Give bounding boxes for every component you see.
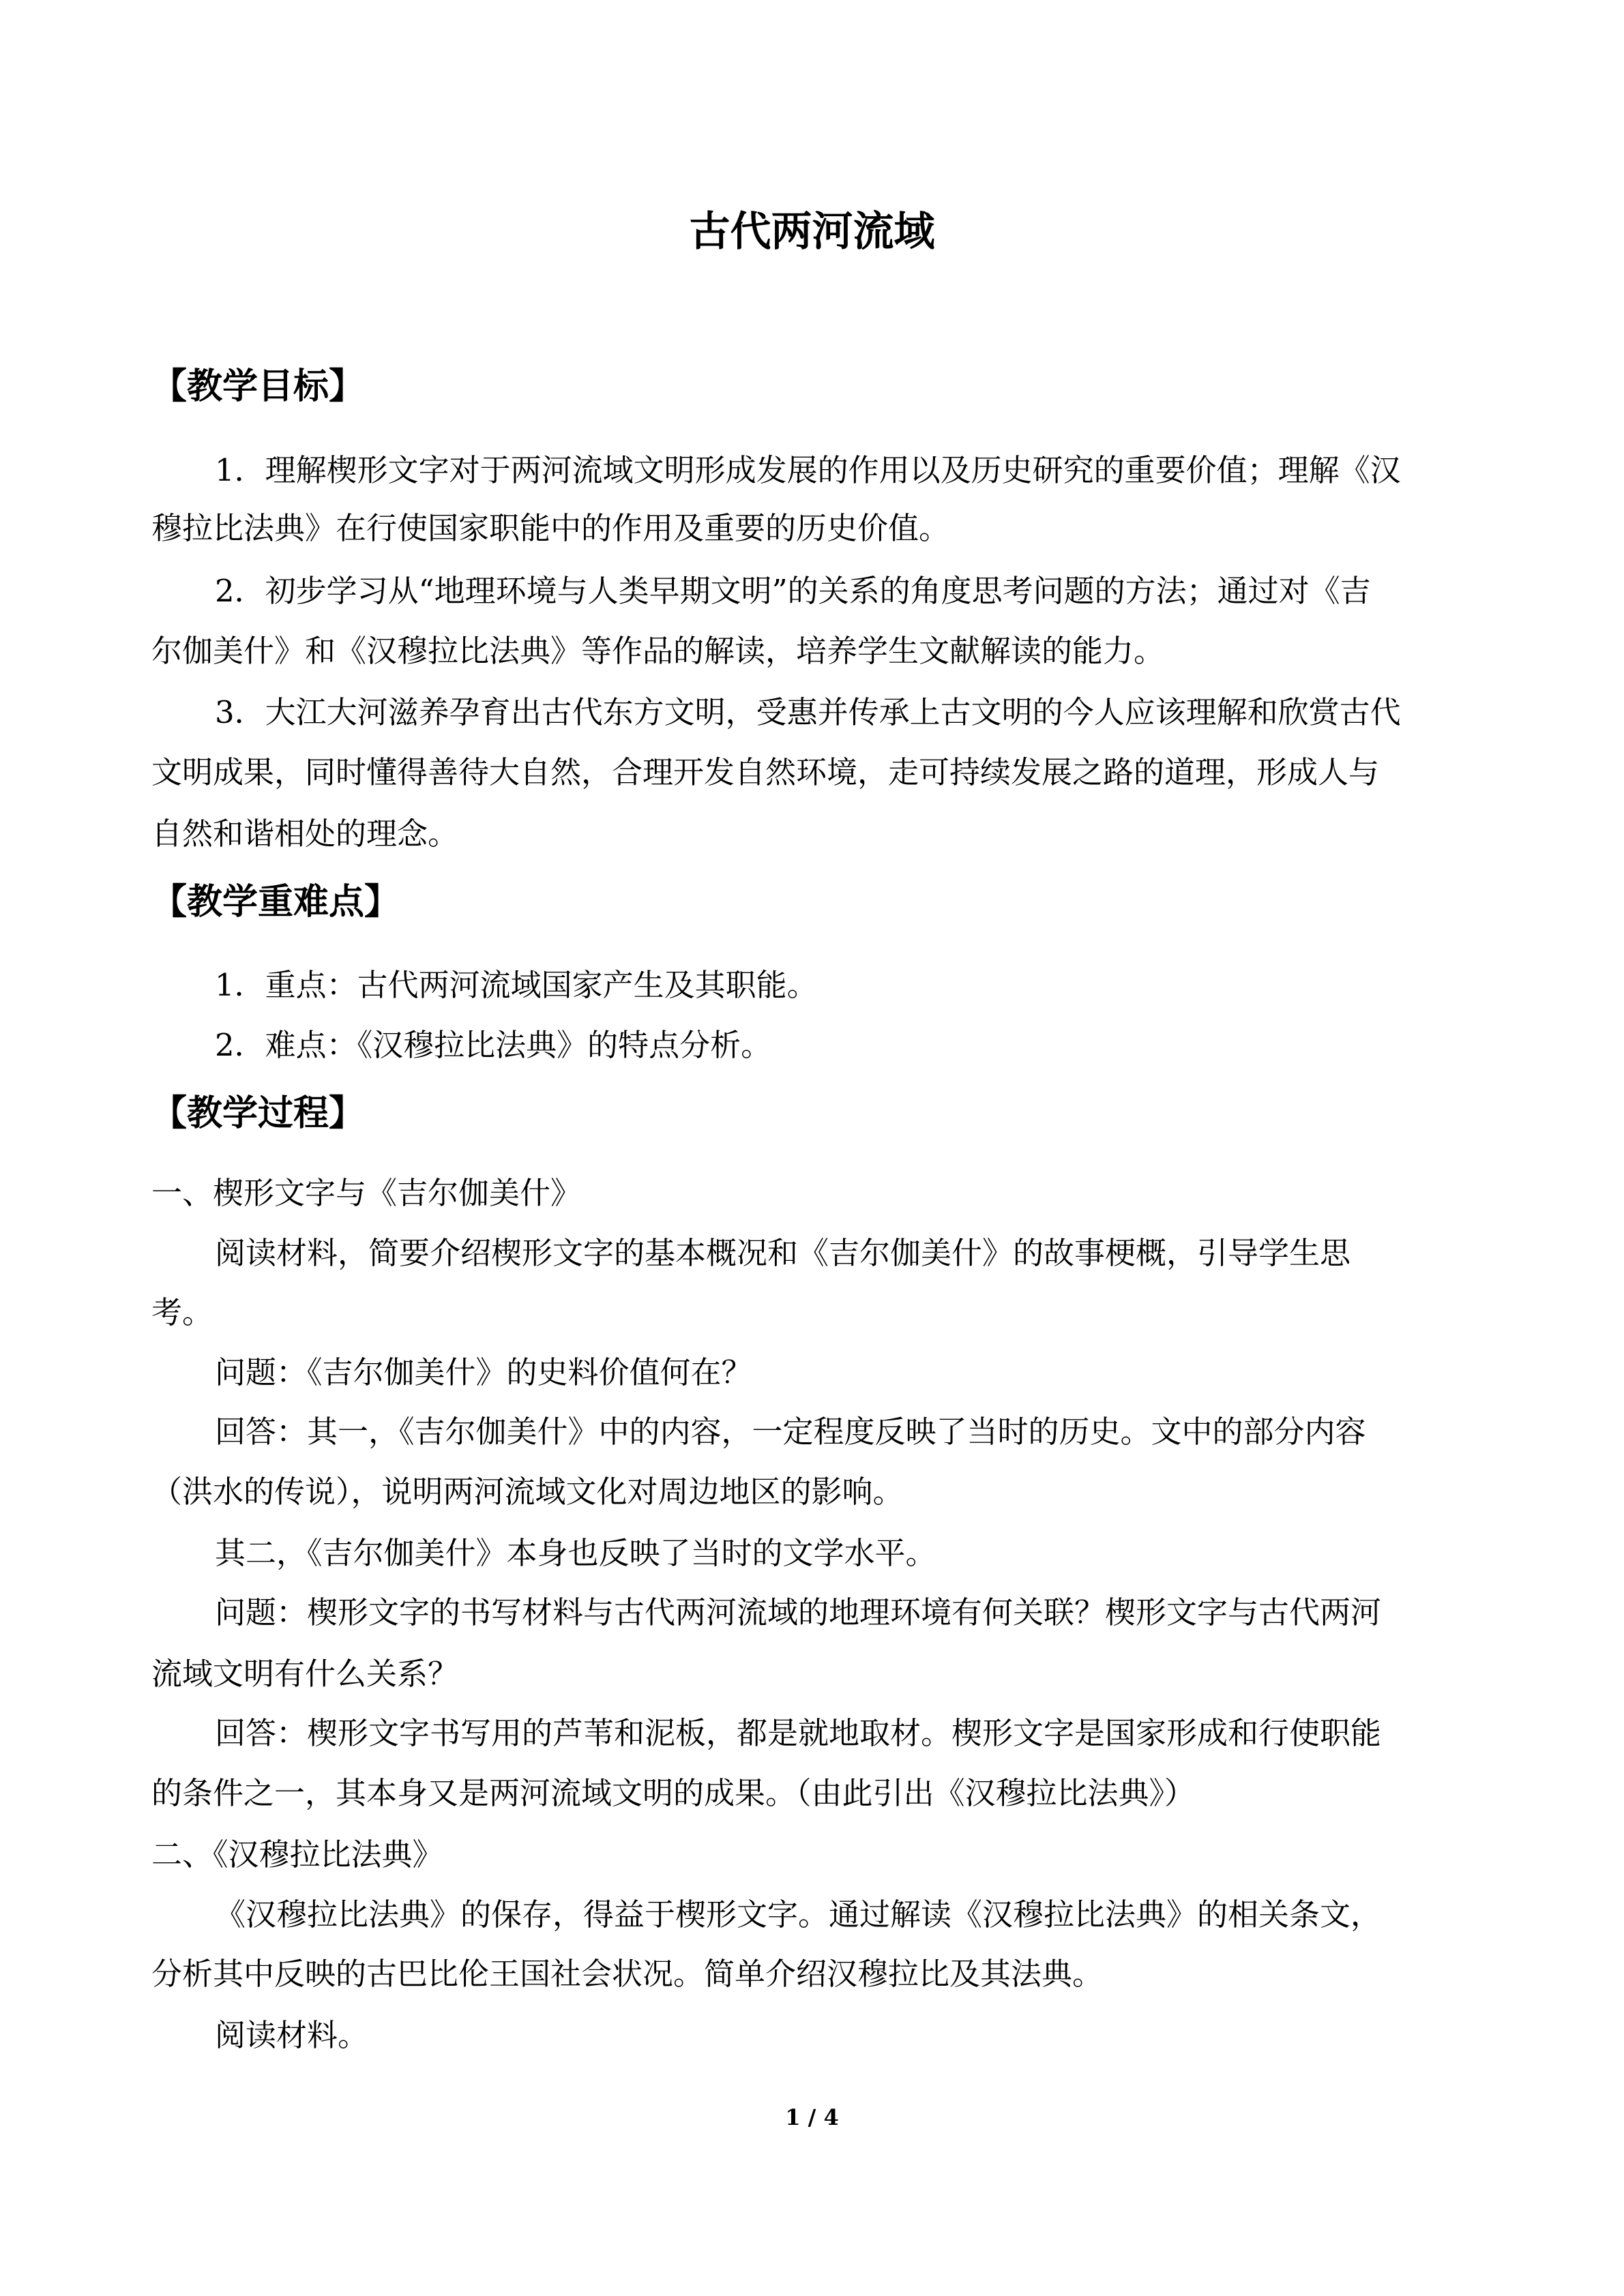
process-answer-line: 回答：楔形文字书写用的芦苇和泥板，都是就地取材。楔形文字是国家形成和行使职能	[215, 1715, 1382, 1751]
process-subheading-2: 二、《汉穆拉比法典》	[151, 1836, 443, 1873]
process-question-line: 问题：楔形文字的书写材料与古代两河流域的地理环境有何关联？楔形文字与古代两河	[215, 1594, 1382, 1630]
process-answer-line: 回答：其一，《吉尔伽美什》中的内容，一定程度反映了当时的历史。文中的部分内容	[215, 1414, 1366, 1450]
page-title: 古代两河流域	[689, 208, 935, 256]
section-heading-objectives: 【教学目标】	[151, 366, 365, 407]
key-point-2: 2．难点：《汉穆拉比法典》的特点分析。	[215, 1027, 772, 1063]
process-paragraph-line: 阅读材料，简要介绍楔形文字的基本概况和《吉尔伽美什》的故事梗概，引导学生思	[215, 1235, 1351, 1271]
objective-1-line-1: 1．理解楔形文字对于两河流域文明形成发展的作用以及历史研究的重要价值；理解《汉	[215, 452, 1401, 488]
process-answer-line: 其二，《吉尔伽美什》本身也反映了当时的文学水平。	[215, 1535, 936, 1571]
page-number: 1 / 4	[785, 2104, 839, 2130]
process-answer-line: 的条件之一，其本身又是两河流域文明的成果。（由此引出《汉穆拉比法典》）	[151, 1775, 1196, 1811]
process-question-line: 问题：《吉尔伽美什》的史料价值何在？	[215, 1354, 752, 1390]
process-paragraph-line: 考。	[151, 1294, 213, 1330]
process-answer-line: （洪水的传说），说明两河流域文化对周边地区的影响。	[151, 1474, 904, 1510]
objective-1-line-2: 穆拉比法典》在行使国家职能中的作用及重要的历史价值。	[151, 510, 950, 546]
objective-3-line-3: 自然和谐相处的理念。	[151, 816, 459, 852]
objective-3-line-2: 文明成果，同时懂得善待大自然，合理开发自然环境，走可持续发展之路的道理，形成人与	[151, 754, 1380, 790]
process-paragraph-line: 分析其中反映的古巴比伦王国社会状况。简单介绍汉穆拉比及其法典。	[151, 1956, 1104, 1992]
section-heading-key-points: 【教学重难点】	[151, 882, 400, 923]
objective-2-line-1: 2．初步学习从“地理环境与人类早期文明”的关系的角度思考问题的方法；通过对《吉	[215, 573, 1371, 609]
process-question-line: 流域文明有什么关系？	[151, 1656, 459, 1692]
process-paragraph-line: 《汉穆拉比法典》的保存，得益于楔形文字。通过解读《汉穆拉比法典》的相关条文，	[215, 1896, 1382, 1933]
process-subheading-1: 一、楔形文字与《吉尔伽美什》	[151, 1175, 582, 1211]
section-heading-process: 【教学过程】	[151, 1093, 365, 1134]
objective-2-line-2: 尔伽美什》和《汉穆拉比法典》等作品的解读，培养学生文献解读的能力。	[151, 633, 1165, 669]
process-paragraph-line: 阅读材料。	[215, 2017, 369, 2053]
key-point-1: 1．重点：古代两河流域国家产生及其职能。	[215, 967, 818, 1003]
objective-3-line-1: 3．大江大河滋养孕育出古代东方文明，受惠并传承上古文明的今人应该理解和欣赏古代	[215, 694, 1401, 730]
